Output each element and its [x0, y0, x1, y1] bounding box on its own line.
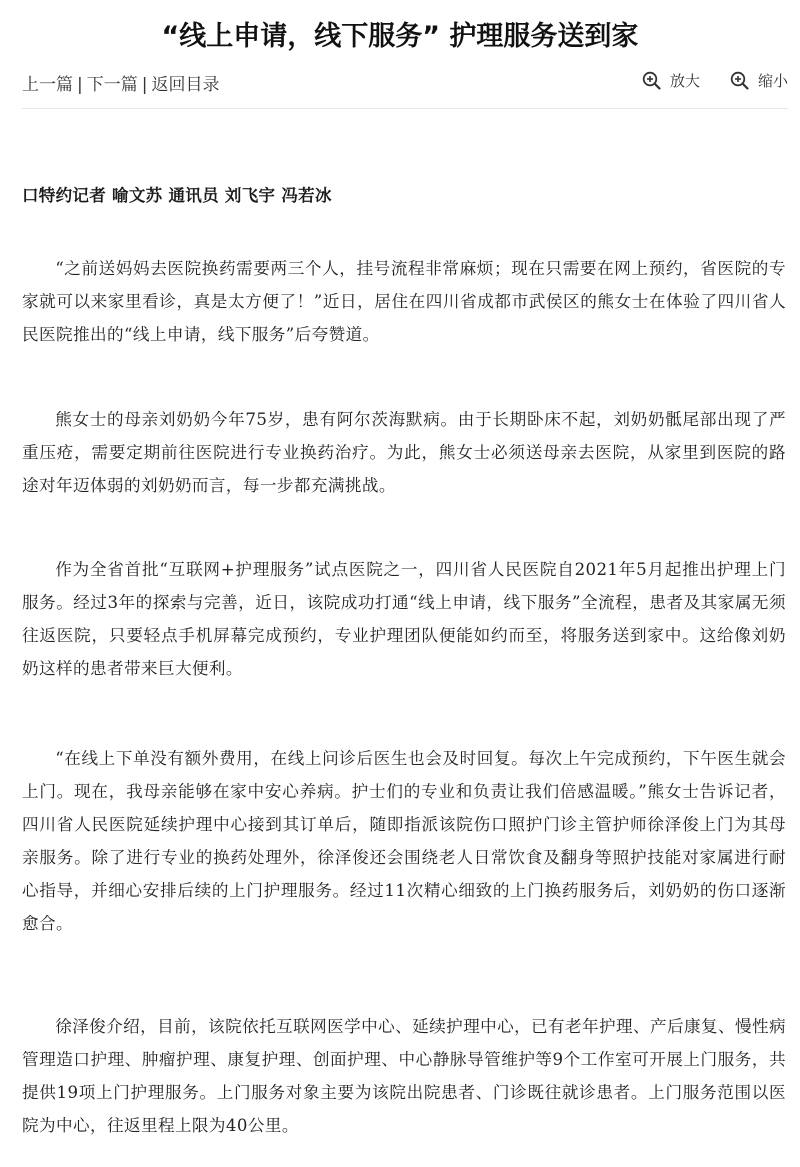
nav-separator: |	[141, 75, 148, 95]
zoom-in-label: 放大	[669, 72, 700, 90]
zoom-in-icon	[642, 71, 661, 90]
prev-article-link[interactable]: 上一篇	[22, 75, 73, 95]
nav-separator: |	[77, 75, 83, 95]
zoom-controls	[642, 70, 788, 91]
article-title: “线上申请，线下服务” 护理服务送到家	[161, 21, 639, 52]
header-divider	[22, 108, 788, 109]
zoom-out-button[interactable]	[730, 70, 788, 91]
article-paragraph: “在线上下单没有额外费用，在线上问诊后医生也会及时回复。每次上午完成预约，下午医生就会上门。现在，我母亲能够在家中安心养病。护士们的专业和负责让我们倍感温暖。”熊女士告诉记者，四川省人民医院延续护理中心接到其订单后，随即指派该院伤口照护门诊主管护师徐泽俊上门为其母亲服务。除了进行专业的换药处理外，徐泽俊还会围绕老人日常饮食及翻身等照护技能对家属进行耐心指导，并细心安排后续的上门护理服务。经过11次精心细致的上门换药服务后，刘奶奶的伤口逐渐愈合。	[22, 749, 786, 933]
article-byline: 口特约记者 喻文苏 通讯员 刘飞宇 冯若冰	[22, 186, 332, 205]
next-article-link[interactable]: 下一篇	[86, 75, 138, 95]
article-paragraph: 作为全省首批“互联网+护理服务”试点医院之一，四川省人民医院自2021年5月起推出护理上门服务。经过3年的探索与完善，近日，该院成功打通“线上申请，线下服务”全流程，患者及其家属无须往返医院，只要轻点手机屏幕完成预约，专业护理团队便能如约而至，将服务送到家中。这给像刘奶奶这样的患者带来巨大便利。	[22, 560, 786, 678]
zoom-in-button[interactable]	[642, 70, 700, 91]
article-paragraph: 徐泽俊介绍，目前，该院依托互联网医学中心、延续护理中心，已有老年护理、产后康复、慢性病管理造口护理、肿瘤护理、康复护理、创面护理、中心静脉导管维护等9个工作室可开展上门服务，共提供19项上门护理服务。上门服务对象主要为该院出院患者、门诊既往就诊患者。上门服务范围以医院为中心，往返里程上限为40公里。	[22, 1017, 786, 1135]
back-to-contents-link[interactable]: 返回目录	[151, 75, 220, 95]
article-nav-bar	[22, 70, 788, 98]
article-nav-links	[22, 70, 219, 95]
zoom-out-icon	[730, 71, 749, 90]
zoom-out-label: 缩小	[757, 72, 788, 90]
article-paragraph: 熊女士的母亲刘奶奶今年75岁，患有阿尔茨海默病。由于长期卧床不起，刘奶奶骶尾部出现了严重压疮，需要定期前往医院进行专业换药治疗。为此，熊女士必须送母亲去医院，从家里到医院的路途对年迈体弱的刘奶奶而言，每一步都充满挑战。	[22, 410, 786, 495]
article-paragraph: “之前送妈妈去医院换药需要两三个人，挂号流程非常麻烦；现在只需要在网上预约，省医院的专家就可以来家里看诊，真是太方便了！”近日，居住在四川省成都市武侯区的熊女士在体验了四川省人民医院推出的“线上申请，线下服务”后夸赞道。	[22, 259, 786, 344]
